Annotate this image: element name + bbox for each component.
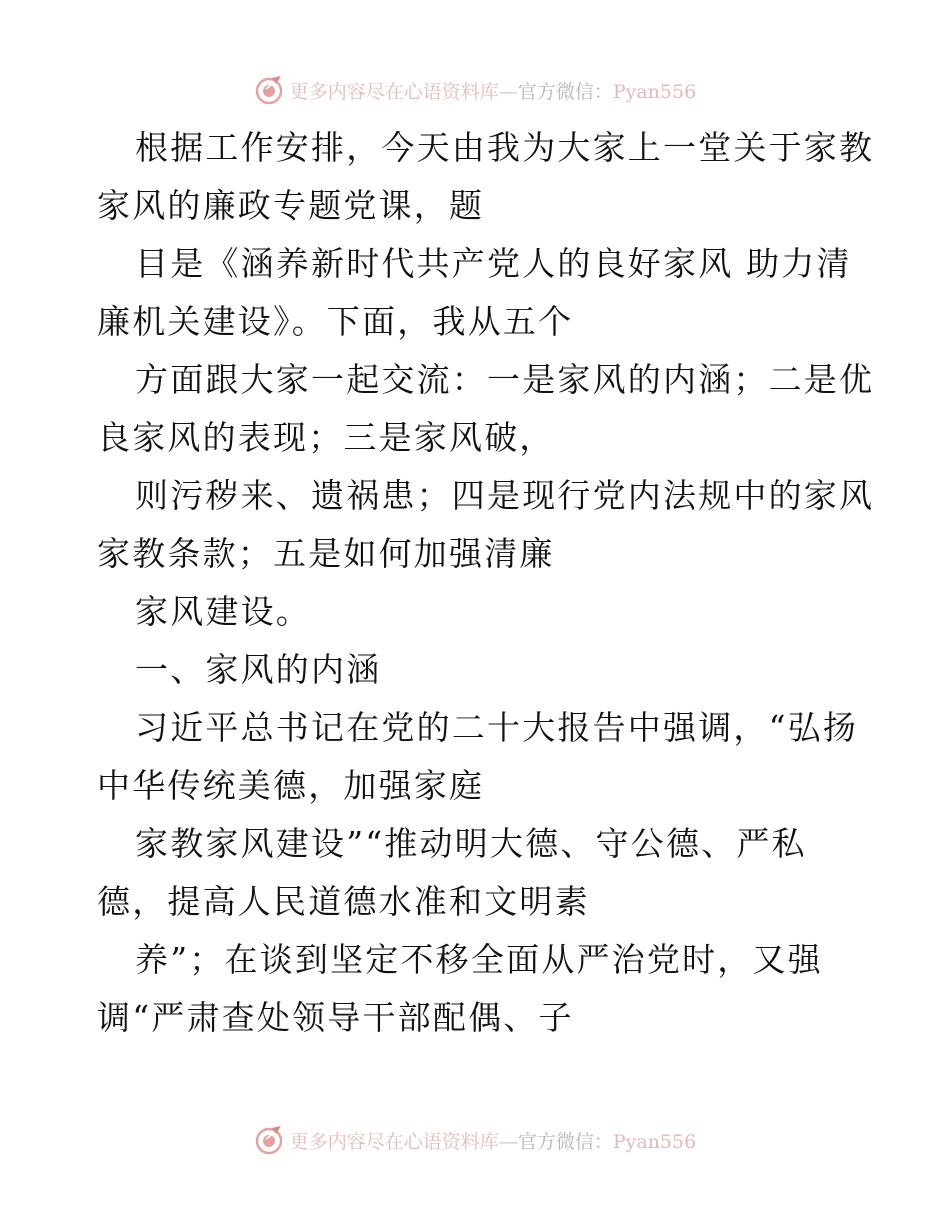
watermark-suffix: 官方微信： (517, 80, 613, 103)
watermark-account: Pyan556 (612, 80, 697, 103)
watermark-dash: — (498, 1130, 518, 1153)
logo-icon (254, 1125, 284, 1155)
section-heading: 一、家风的内涵 (135, 650, 382, 689)
paragraph-line: 中华传统美德，加强家庭 (97, 766, 485, 805)
watermark-brand: 更多内容尽在心语资料库 (289, 80, 499, 103)
watermark-account: Pyan556 (612, 1130, 697, 1153)
paragraph-line: 则污秽来、遗祸患；四是现行党内法规中的家风 (135, 476, 875, 515)
paragraph-line: 廉机关建设》。下面，我从五个 (97, 302, 574, 341)
paragraph-line: 调“严肃查处领导干部配偶、子 (97, 998, 574, 1037)
watermark-brand: 更多内容尽在心语资料库 (289, 1130, 499, 1153)
watermark-suffix: 官方微信： (517, 1130, 613, 1153)
paragraph-line: 习近平总书记在党的二十大报告中强调，“弘扬 (135, 708, 859, 747)
paragraph-line: 根据工作安排，今天由我为大家上一堂关于家教 (135, 128, 875, 167)
paragraph-line: 良家风的表现；三是家风破， (97, 418, 555, 457)
watermark-text (290, 1127, 696, 1154)
footer-watermark (0, 1120, 950, 1160)
paragraph-line: 德，提高人民道德水准和文明素 (97, 882, 590, 921)
logo-icon (254, 75, 284, 105)
header-watermark (0, 70, 950, 110)
paragraph-line: 家教条款；五是如何加强清廉 (97, 534, 555, 573)
watermark-text (290, 77, 696, 104)
paragraph-line: 养”；在谈到坚定不移全面从严治党时，又强 (135, 940, 823, 979)
paragraph-line: 家风建设。 (135, 592, 311, 631)
paragraph-line: 方面跟大家一起交流：一是家风的内涵；二是优 (135, 360, 875, 399)
paragraph-line: 家教家风建设”“推动明大德、守公德、严私 (135, 824, 807, 863)
paragraph-line: 家风的廉政专题党课，题 (97, 186, 485, 225)
watermark-dash: — (498, 80, 518, 103)
paragraph-line: 目是《涵养新时代共产党人的良好家风 助力清 (135, 244, 852, 283)
